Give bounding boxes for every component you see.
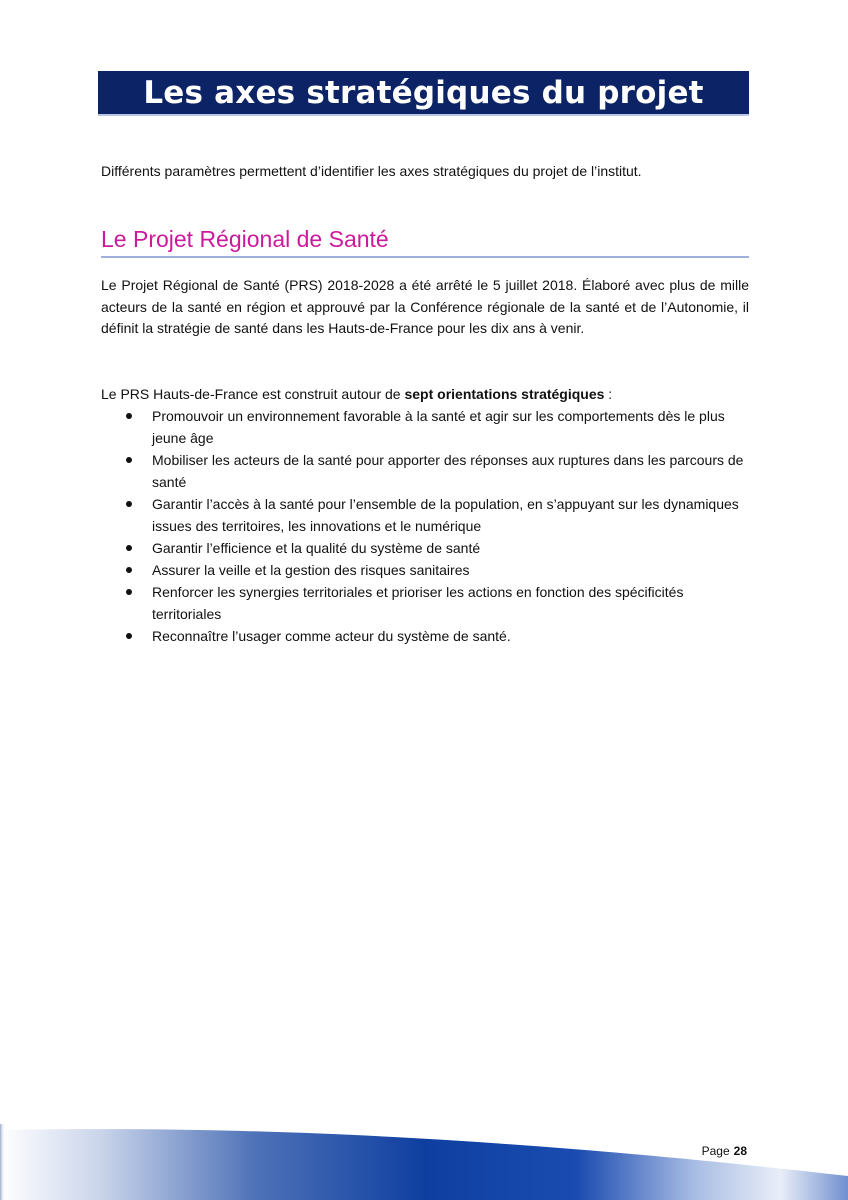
section-heading: Le Projet Régional de Santé: [101, 224, 749, 258]
list-item-text: Reconnaître l’usager comme acteur du système de santé.: [152, 628, 511, 644]
list-item-text: Renforcer les synergies territoriales et prioriser les actions en fonction des spécificités territoriales: [152, 584, 684, 622]
list-item-text: Garantir l’accès à la santé pour l’ensemble de la population, en s’appuyant sur les dynamiques issues des territoires, les innovations et le numérique: [152, 496, 739, 534]
page-number: [702, 1144, 747, 1158]
footer-wave-graphic: [0, 1124, 848, 1200]
list-intro-text: Le PRS Hauts-de-France est construit autour de: [101, 386, 405, 402]
page-label: Page: [701, 1144, 730, 1158]
list-item: [101, 559, 749, 581]
list-item: [101, 537, 749, 559]
list-item: [101, 449, 749, 493]
bullet-icon: [126, 413, 132, 419]
page-title: Les axes stratégiques du projet: [143, 74, 704, 111]
list-intro-suffix: :: [604, 386, 613, 402]
intro-text: Différents paramètres permettent d’identifier les axes stratégiques du projet de l’institut.: [101, 163, 642, 179]
list-item: [101, 405, 749, 449]
orientations-list: [101, 405, 749, 647]
page-number-value: 28: [733, 1144, 747, 1158]
title-banner: [98, 71, 749, 116]
list-item-text: Mobiliser les acteurs de la santé pour apporter des réponses aux ruptures dans les parcours de santé: [152, 452, 744, 490]
list-item-text: Garantir l’efficience et la qualité du système de santé: [152, 540, 481, 556]
prs-paragraph: Le Projet Régional de Santé (PRS) 2018-2028 a été arrêté le 5 juillet 2018. Élaboré avec plus de mille acteurs de la santé en région et approuvé par la Conférence régionale de la santé et de l’Autonomie, il définit la stratégie de santé dans les Hauts-de-France pour les dix ans à venir.: [101, 277, 749, 336]
list-item: [101, 493, 749, 537]
bullet-icon: [126, 501, 132, 507]
bullet-icon: [126, 567, 132, 573]
list-item-text: Promouvoir un environnement favorable à la santé et agir sur les comportements dès le plus jeune âge: [152, 408, 725, 446]
bullet-icon: [126, 633, 132, 639]
list-item-text: Assurer la veille et la gestion des risques sanitaires: [152, 562, 470, 578]
list-item: [101, 625, 749, 647]
list-intro: [101, 383, 749, 405]
bullet-icon: [126, 545, 132, 551]
bullet-icon: [126, 589, 132, 595]
bullet-icon: [126, 457, 132, 463]
list-intro-emphasis: sept orientations stratégiques: [404, 386, 605, 402]
list-item: [101, 581, 749, 625]
